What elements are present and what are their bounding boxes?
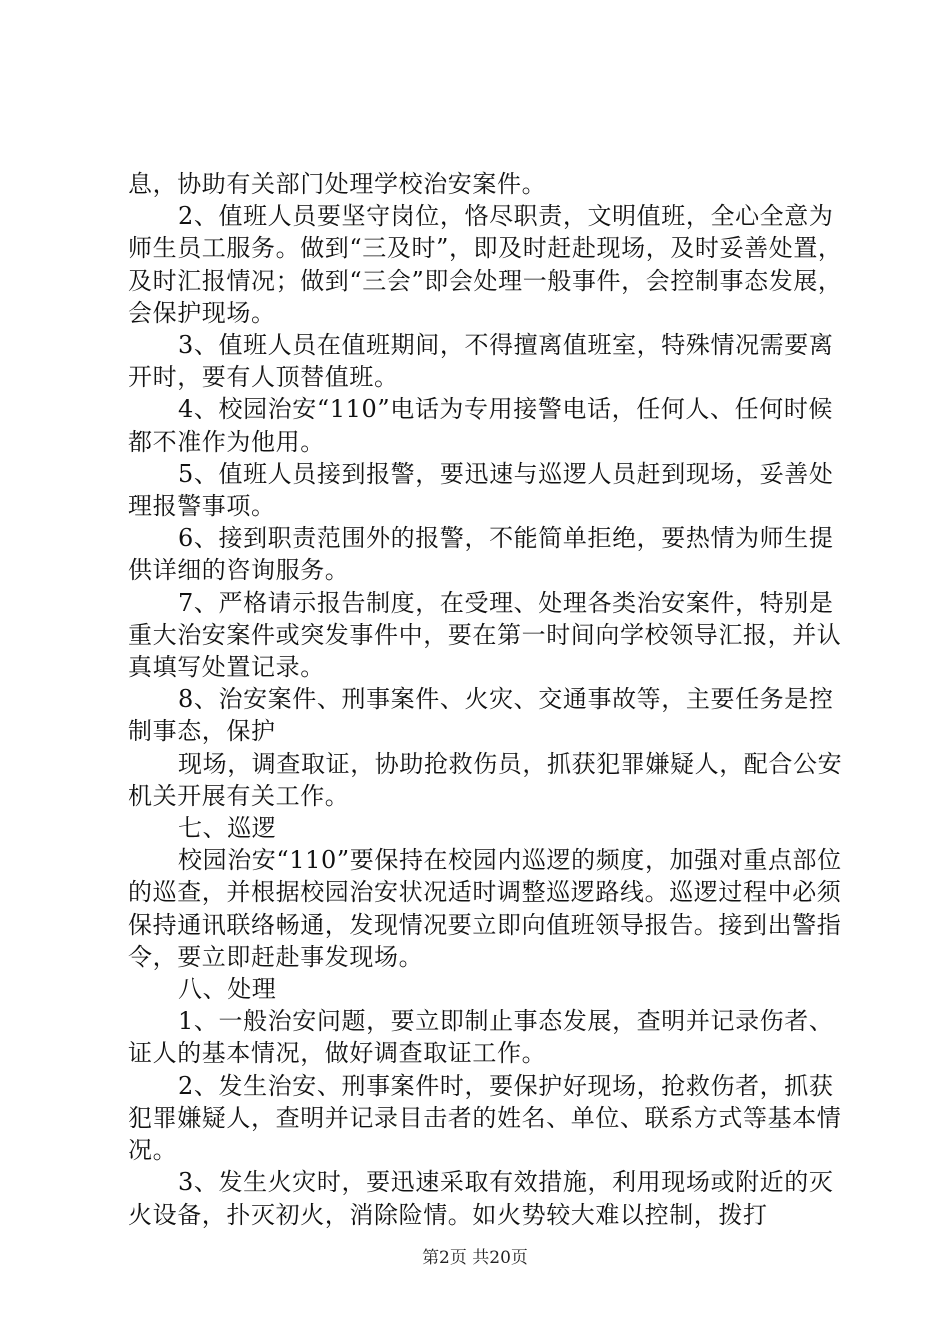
paragraph: 6、接到职责范围外的报警，不能简单拒绝，要热情为师生提供详细的咨询服务。 bbox=[128, 524, 834, 585]
section-heading: 八、处理 bbox=[178, 975, 277, 1004]
paragraph: 现场，调查取证，协助抢救伤员，抓获犯罪嫌疑人，配合公安机关开展有关工作。 bbox=[128, 749, 843, 810]
paragraph: 8、治安案件、刑事案件、火灾、交通事故等，主要任务是控制事态，保护 bbox=[128, 685, 834, 746]
paragraph: 4、校园治安“110”电话为专用接警电话，任何人、任何时候都不准作为他用。 bbox=[128, 395, 834, 456]
document-body bbox=[128, 168, 848, 1231]
paragraph: 7、严格请示报告制度，在受理、处理各类治安案件，特别是重大治安案件或突发事件中，要在第一时间向学校领导汇报，并认真填写处置记录。 bbox=[128, 588, 842, 682]
section-heading: 七、巡逻 bbox=[178, 814, 277, 843]
paragraph: 校园治安“110”要保持在校园内巡逻的频度，加强对重点部位的巡查，并根据校园治安状况适时调整巡逻路线。巡逻过程中必须保持通讯联络畅通，发现情况要立即向值班领导报告。接到出警指令，要立即赶赴事发现场。 bbox=[128, 846, 842, 971]
paragraph: 3、值班人员在值班期间，不得擅离值班室，特殊情况需要离开时，要有人顶替值班。 bbox=[128, 331, 834, 392]
paragraph: 2、发生治安、刑事案件时，要保护好现场，抢救伤者，抓获犯罪嫌疑人，查明并记录目击者的姓名、单位、联系方式等基本情况。 bbox=[128, 1071, 842, 1165]
paragraph: 息，协助有关部门处理学校治安案件。 bbox=[128, 170, 547, 198]
page-number-footer: 第2页 共20页 bbox=[422, 1248, 528, 1268]
paragraph: 5、值班人员接到报警，要迅速与巡逻人员赶到现场，妥善处理报警事项。 bbox=[128, 459, 834, 521]
paragraph: 3、发生火灾时，要迅速采取有效措施，利用现场或附近的灭火设备，扑灭初火，消除险情。如火势较大难以控制，拨打 bbox=[128, 1168, 834, 1229]
paragraph: 2、值班人员要坚守岗位，恪尽职责，文明值班，全心全意为师生员工服务。做到“三及时”，即及时赶赴现场，及时妥善处置，及时汇报情况；做到“三会”即会处理一般事件，会控制事态发展，会保护现场。 bbox=[128, 202, 843, 327]
paragraph: 1、一般治安问题，要立即制止事态发展，查明并记录伤者、证人的基本情况，做好调查取证工作。 bbox=[128, 1007, 834, 1068]
